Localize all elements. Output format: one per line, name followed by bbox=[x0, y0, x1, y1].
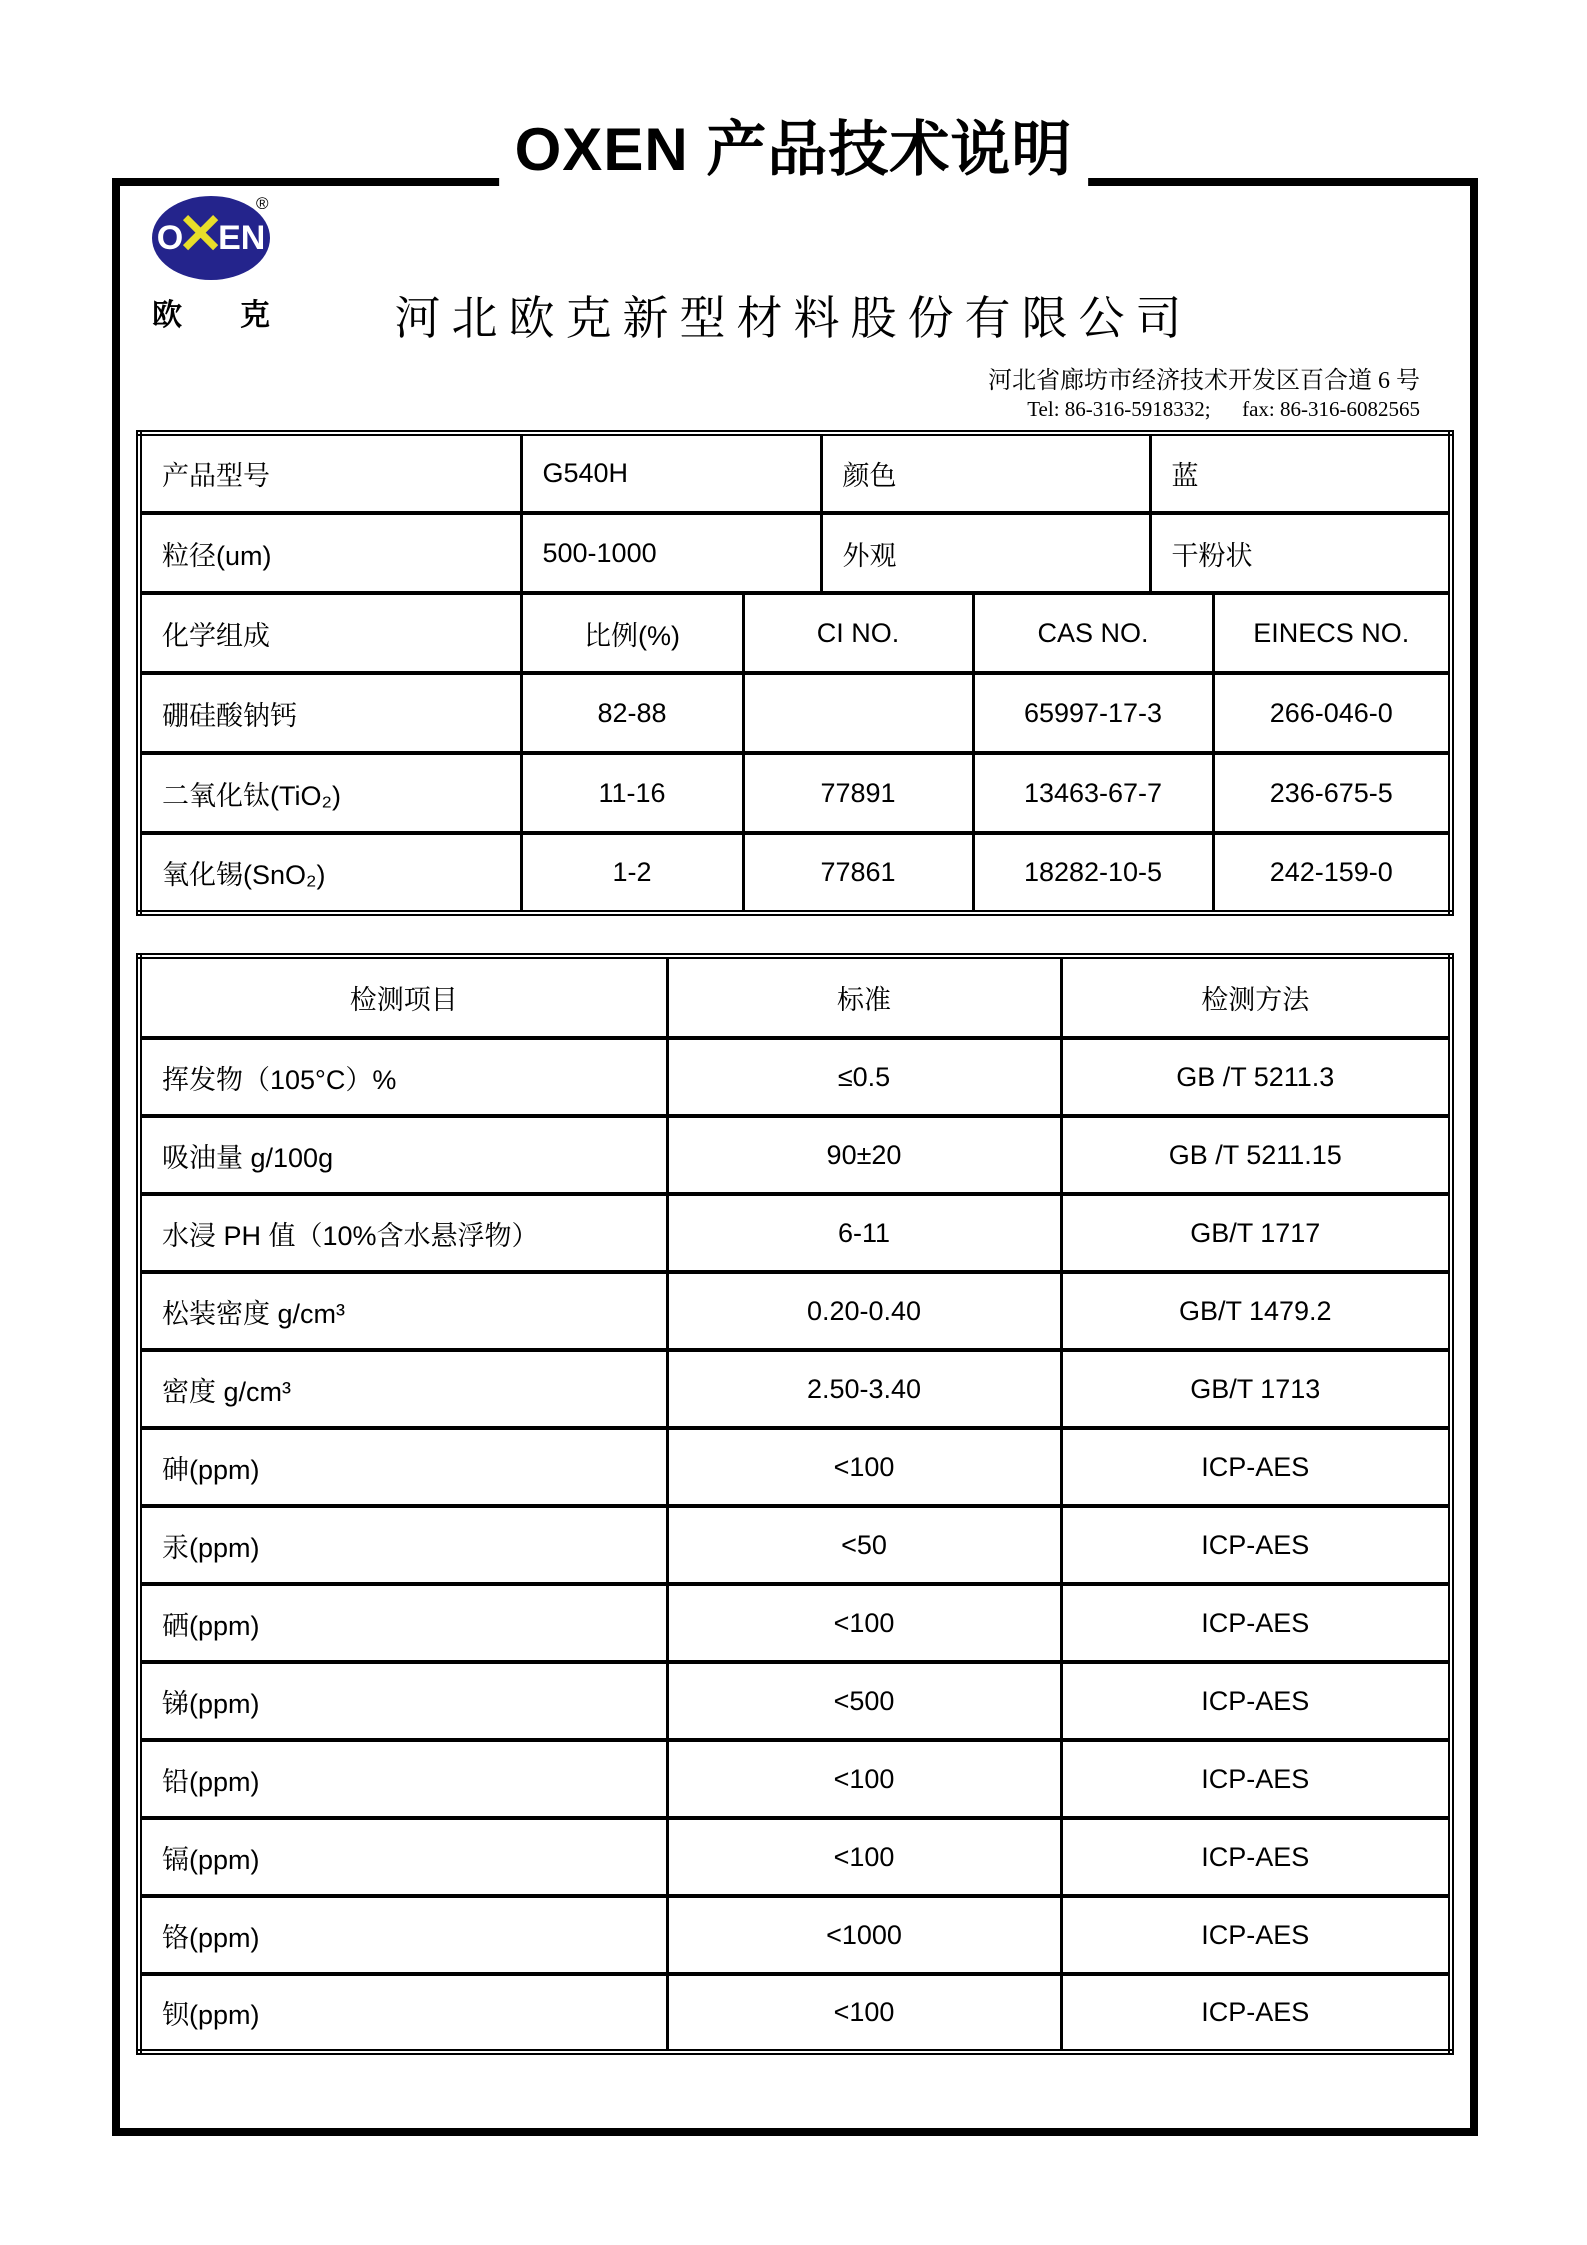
table-row bbox=[139, 1272, 1451, 1350]
product-model-value: G540H bbox=[521, 433, 821, 513]
component-ci bbox=[743, 673, 973, 753]
test-item: 汞(ppm) bbox=[139, 1506, 667, 1584]
component-cas: 65997-17-3 bbox=[973, 673, 1213, 753]
test-item-header: 检测项目 bbox=[139, 956, 667, 1038]
test-method: GB /T 5211.3 bbox=[1061, 1038, 1451, 1116]
test-standard: <100 bbox=[667, 1584, 1061, 1662]
logo-letters-en: EN bbox=[218, 219, 266, 257]
test-method: ICP-AES bbox=[1061, 1662, 1451, 1740]
table-row bbox=[139, 753, 1451, 833]
test-item: 镉(ppm) bbox=[139, 1818, 667, 1896]
test-standard: ≤0.5 bbox=[667, 1038, 1061, 1116]
logo-star-x-icon: ✕ bbox=[177, 202, 225, 265]
test-method: GB/T 1717 bbox=[1061, 1194, 1451, 1272]
test-standard: 0.20-0.40 bbox=[667, 1272, 1061, 1350]
component-ratio: 11-16 bbox=[521, 753, 743, 833]
ci-no-header: CI NO. bbox=[743, 593, 973, 673]
component-name: 硼硅酸钠钙 bbox=[139, 673, 521, 753]
component-einecs: 242-159-0 bbox=[1213, 833, 1451, 913]
particle-size-label: 粒径(um) bbox=[139, 513, 521, 593]
test-standard: 2.50-3.40 bbox=[667, 1350, 1061, 1428]
test-method: ICP-AES bbox=[1061, 1506, 1451, 1584]
company-name: 河北欧克新型材料股份有限公司 bbox=[394, 293, 1193, 344]
product-model-label: 产品型号 bbox=[139, 433, 521, 513]
test-method: GB/T 1713 bbox=[1061, 1350, 1451, 1428]
component-ci: 77861 bbox=[743, 833, 973, 913]
test-results-table bbox=[136, 953, 1454, 2055]
test-standard: 6-11 bbox=[667, 1194, 1061, 1272]
color-label: 颜色 bbox=[821, 433, 1150, 513]
test-standard: <50 bbox=[667, 1506, 1061, 1584]
einecs-no-header: EINECS NO. bbox=[1213, 593, 1451, 673]
table-row bbox=[139, 433, 1451, 513]
component-name: 二氧化钛(TiO₂) bbox=[139, 753, 521, 833]
test-method: GB/T 1479.2 bbox=[1061, 1272, 1451, 1350]
test-item: 密度 g/cm³ bbox=[139, 1350, 667, 1428]
ratio-header: 比例(%) bbox=[521, 593, 743, 673]
standard-header: 标准 bbox=[667, 956, 1061, 1038]
test-item: 水浸 PH 值（10%含水悬浮物） bbox=[139, 1194, 667, 1272]
table-row bbox=[139, 833, 1451, 913]
component-ci: 77891 bbox=[743, 753, 973, 833]
registered-trademark-icon: ® bbox=[256, 194, 269, 213]
test-method: ICP-AES bbox=[1061, 1896, 1451, 1974]
table-row bbox=[139, 1584, 1451, 1662]
test-method: GB /T 5211.15 bbox=[1061, 1116, 1451, 1194]
table-row bbox=[139, 1038, 1451, 1116]
test-standard: <100 bbox=[667, 1740, 1061, 1818]
test-standard: <100 bbox=[667, 1974, 1061, 2052]
table-row bbox=[139, 1896, 1451, 1974]
component-einecs: 236-675-5 bbox=[1213, 753, 1451, 833]
test-method: ICP-AES bbox=[1061, 1740, 1451, 1818]
color-value: 蓝 bbox=[1150, 433, 1451, 513]
test-standard: <1000 bbox=[667, 1896, 1061, 1974]
component-ratio: 82-88 bbox=[521, 673, 743, 753]
particle-size-value: 500-1000 bbox=[521, 513, 821, 593]
company-address: 河北省廊坊市经济技术开发区百合道 6 号 bbox=[988, 368, 1420, 394]
test-item: 铅(ppm) bbox=[139, 1740, 667, 1818]
table-row bbox=[139, 1740, 1451, 1818]
test-item: 锑(ppm) bbox=[139, 1662, 667, 1740]
table-row bbox=[139, 1818, 1451, 1896]
test-item: 铬(ppm) bbox=[139, 1896, 667, 1974]
test-item: 硒(ppm) bbox=[139, 1584, 667, 1662]
test-method: ICP-AES bbox=[1061, 1818, 1451, 1896]
appearance-label: 外观 bbox=[821, 513, 1150, 593]
logo-cn-char-ke: 克 bbox=[240, 299, 270, 332]
component-einecs: 266-046-0 bbox=[1213, 673, 1451, 753]
table-row bbox=[139, 1506, 1451, 1584]
test-method: ICP-AES bbox=[1061, 1428, 1451, 1506]
method-header: 检测方法 bbox=[1061, 956, 1451, 1038]
address-block bbox=[988, 366, 1420, 423]
component-ratio: 1-2 bbox=[521, 833, 743, 913]
appearance-value: 干粉状 bbox=[1150, 513, 1451, 593]
test-item: 松装密度 g/cm³ bbox=[139, 1272, 667, 1350]
product-info-table bbox=[136, 430, 1454, 916]
table-row bbox=[139, 1194, 1451, 1272]
test-standard: <100 bbox=[667, 1818, 1061, 1896]
test-item: 吸油量 g/100g bbox=[139, 1116, 667, 1194]
logo-cn-char-ou: 欧 bbox=[152, 299, 182, 332]
table-row bbox=[139, 1116, 1451, 1194]
test-item: 挥发物（105°C）% bbox=[139, 1038, 667, 1116]
test-method: ICP-AES bbox=[1061, 1974, 1451, 2052]
table-row bbox=[139, 1350, 1451, 1428]
logo-letter-o: O bbox=[156, 219, 184, 257]
test-standard: <500 bbox=[667, 1662, 1061, 1740]
page-title: OXEN 产品技术说明 bbox=[499, 98, 1089, 192]
table-header-row bbox=[139, 956, 1451, 1038]
component-cas: 13463-67-7 bbox=[973, 753, 1213, 833]
table-row bbox=[139, 1974, 1451, 2052]
table-row bbox=[139, 513, 1451, 593]
test-item: 砷(ppm) bbox=[139, 1428, 667, 1506]
table-row bbox=[139, 593, 1451, 673]
test-item: 钡(ppm) bbox=[139, 1974, 667, 2052]
test-standard: <100 bbox=[667, 1428, 1061, 1506]
test-method: ICP-AES bbox=[1061, 1584, 1451, 1662]
composition-header-label: 化学组成 bbox=[139, 593, 521, 673]
component-cas: 18282-10-5 bbox=[973, 833, 1213, 913]
oxen-logo-icon bbox=[152, 196, 270, 280]
table-row bbox=[139, 1428, 1451, 1506]
table-row bbox=[139, 673, 1451, 753]
table-row bbox=[139, 1662, 1451, 1740]
cas-no-header: CAS NO. bbox=[973, 593, 1213, 673]
test-standard: 90±20 bbox=[667, 1116, 1061, 1194]
component-name: 氧化锡(SnO₂) bbox=[139, 833, 521, 913]
company-contact: Tel: 86-316-5918332; fax: 86-316-6082565 bbox=[1027, 397, 1420, 421]
